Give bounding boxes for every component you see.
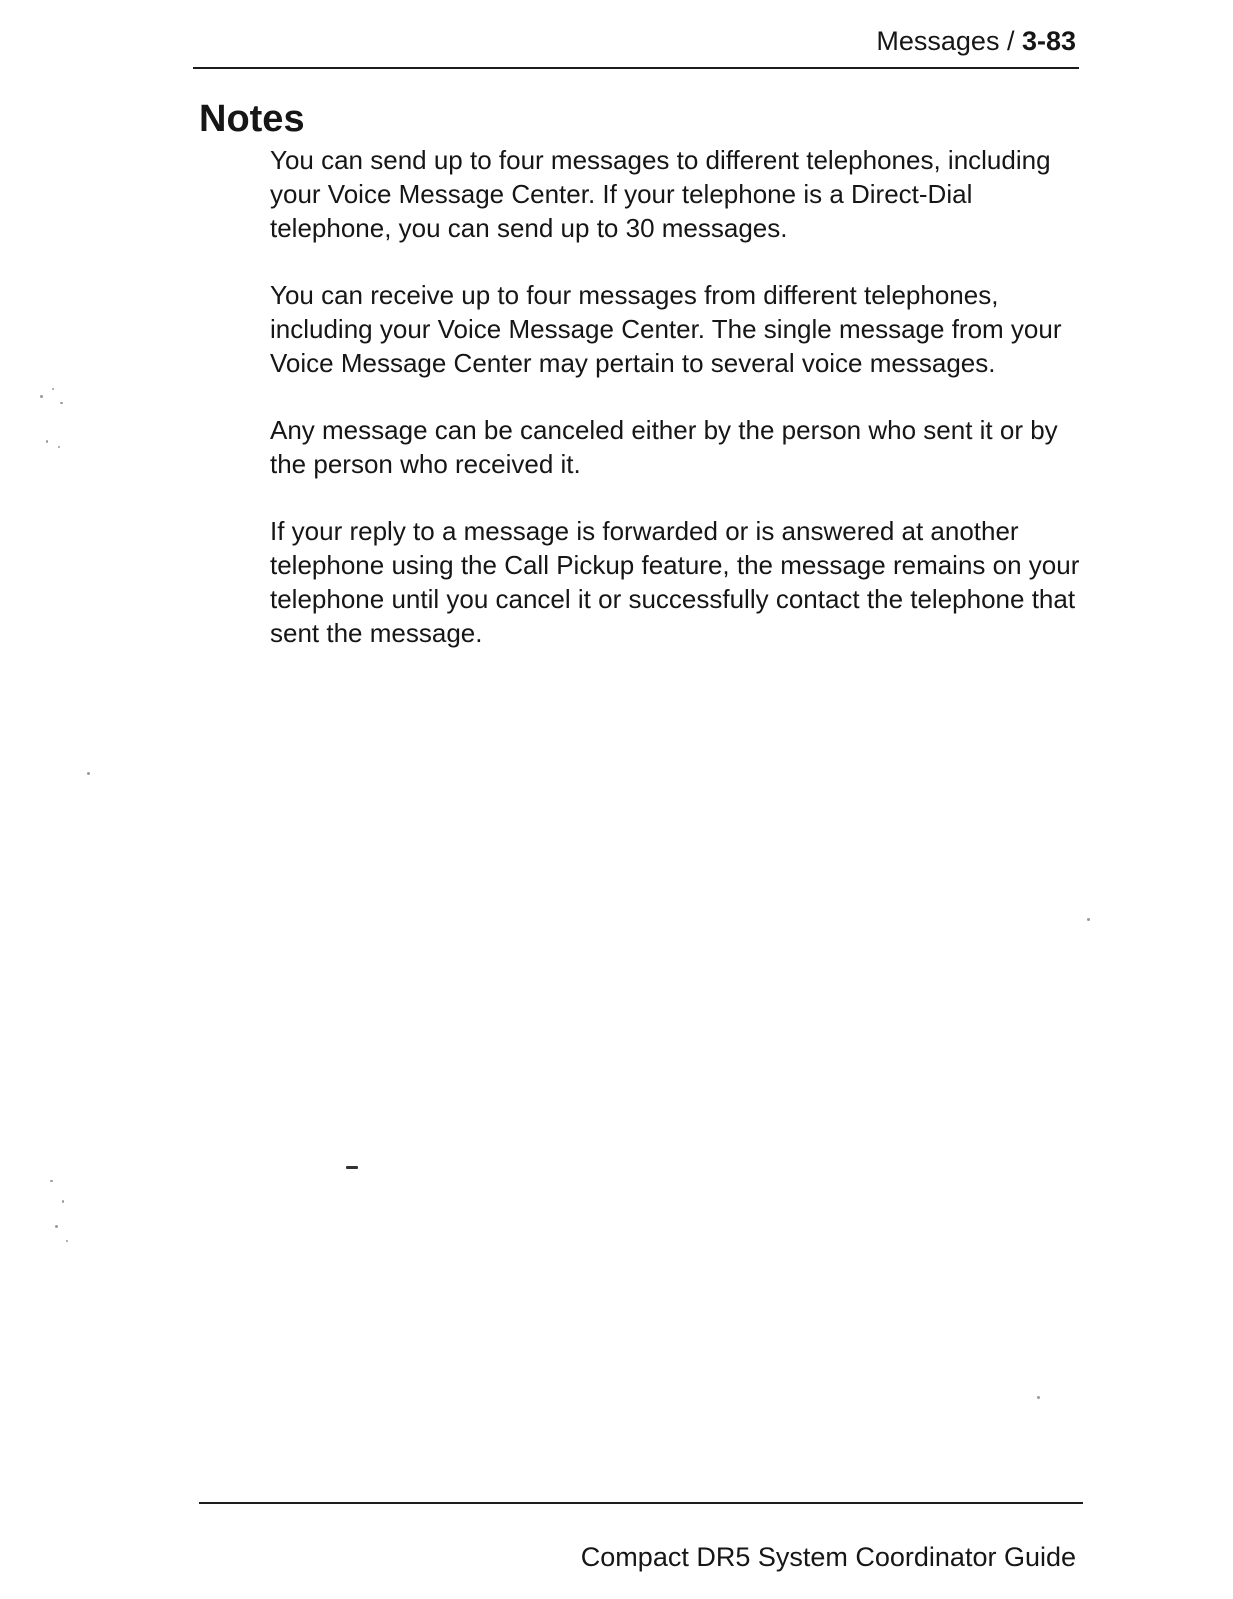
page-footer: Compact DR5 System Coordinator Guide [580, 1542, 1076, 1572]
page-header [876, 24, 1076, 58]
header-section: Messages / [876, 26, 1022, 56]
notes-paragraph-2: You can receive up to four messages from different telephones, including your Voice Message Center. The single message from your Voice Message Center may pertain to several voice messages. [270, 280, 1062, 378]
notes-paragraph-1: You can send up to four messages to different telephones, including your Voice Message Center. If your telephone is a Direct-Dial telephone, you can send up to 30 messages. [270, 145, 1051, 243]
notes-paragraph-3: Any message can be canceled either by the person who sent it or by the person who received it. [270, 415, 1058, 479]
page-number: 3-83 [1021, 26, 1076, 56]
notes-paragraph-4: If your reply to a message is forwarded or is answered at another telephone using the Call Pickup feature, the message remains on your telephone until you cancel it or successfully contact the telephone that sent the message. [270, 516, 1080, 648]
notes-heading: Notes [199, 98, 305, 140]
header-divider [193, 67, 1079, 69]
footer-divider [199, 1502, 1083, 1504]
notes-body [270, 143, 1090, 683]
